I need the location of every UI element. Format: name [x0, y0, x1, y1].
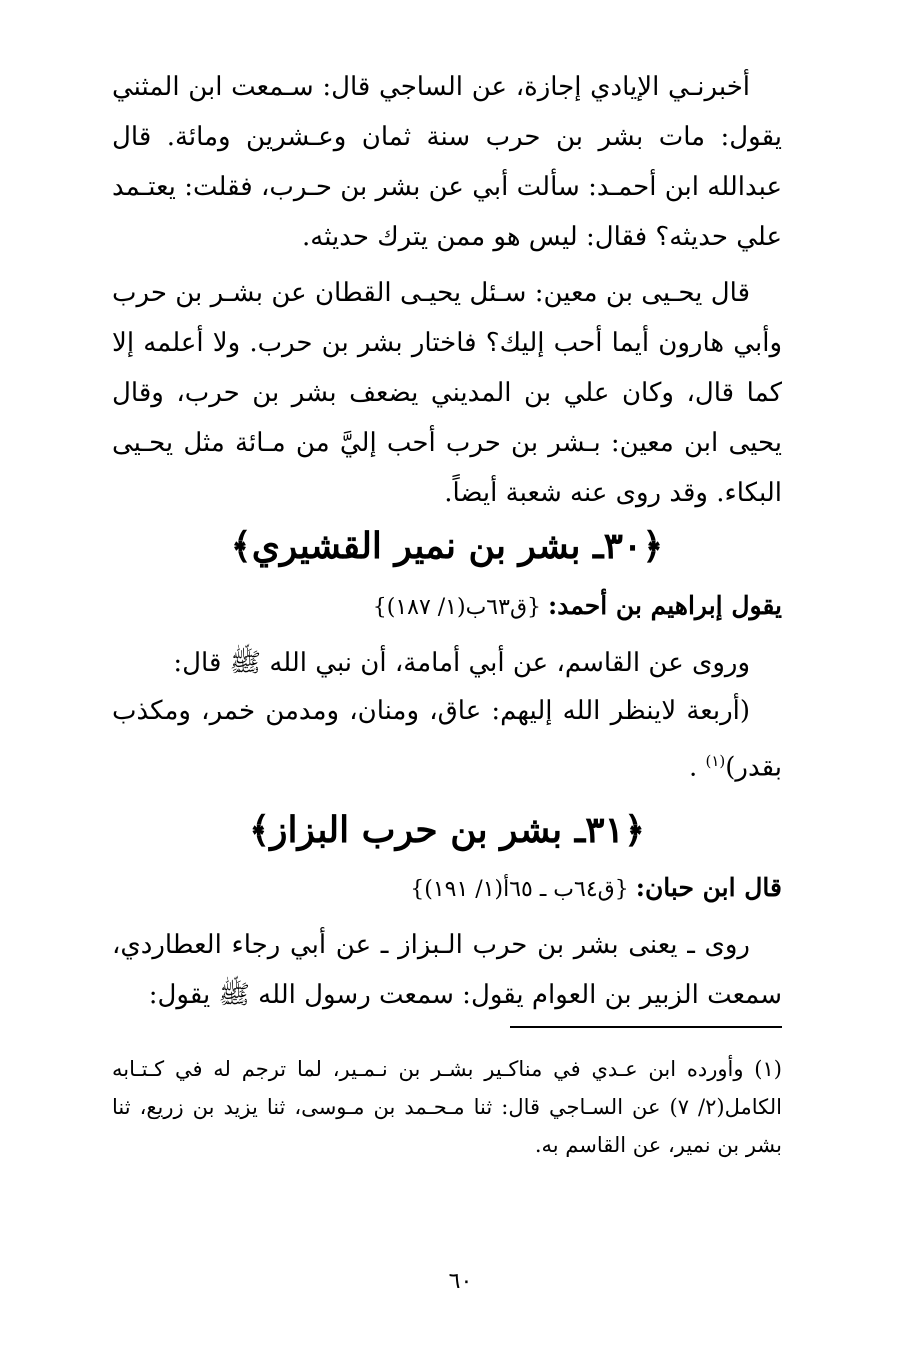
- entry-31-source-label: قال ابن حبان:: [635, 873, 782, 902]
- footnote-1: (١) وأورده ابن عـدي في مناكـير بشـر بن نـمـير، لما ترجم له في كـتـابه الكامل(٢/ ٧) عن السـاجي قال: ثنا مـحـمد بن مـوسى، ثنا يزيد بن زريع، ثنا بشر بن نمير، عن القاسم به.: [112, 1057, 782, 1157]
- entry-31-paragraph-a: روى ـ يعنى بشر بن حرب الـبزاز ـ عن أبي رجاء العطاردي، سمعت الزبير بن العوام يقول: سمعت رسول الله ﷺ يقول:: [112, 930, 782, 1010]
- entry-30-source-ref: {ق٦٣ب(١/ ١٨٧)}: [372, 595, 548, 620]
- entry-30-paragraph-b-text: (أربعة لاينظر الله إليهم: عاق، ومنان، ومدمن خمر، ومكذب بقدر): [112, 696, 782, 783]
- entry-30-paragraph-a: وروى عن القاسم، عن أبي أمامة، أن نبي الله ﷺ قال:: [173, 648, 750, 678]
- entry-31-source: [112, 868, 782, 910]
- entry-30-source: [112, 586, 782, 628]
- footnote-reference: (١): [705, 752, 726, 770]
- entry-30-source-label: يقول إبراهيم بن أحمد:: [548, 591, 782, 620]
- page-number: ٦٠: [448, 1269, 473, 1294]
- entry-30-heading: ﴿٣٠ـ بشر بن نمير القشيري﴾: [230, 525, 664, 567]
- body-paragraph-2: قال يحـيى بن معين: سـئل يحيـى القطان عن بشـر بن حرب وأبي هارون أيما أحب إليك؟ فاختار بشر بن حرب. ولا أعلمه إلا كما قال، وكان علي بن المديني يضعف بشر بن حرب، وقال يحيى ابن معين: بـشر بن حرب أحب إليَّ من مـائة مثل يحـيى البكاء. وقد روى عنه شعبة أيضاً.: [112, 278, 782, 508]
- body-paragraph-1: أخبرنـي الإيادي إجازة، عن الساجي قال: سـمعت ابن المثني يقول: مات بشر بن حرب سنة ثمان وعـشرين ومائة. قال عبدالله ابن أحمـد: سألت أبي عن بشر بن حـرب، فقلت: يعتـمد علي حديثه؟ فقال: ليس هو ممن يترك حديثه.: [112, 72, 782, 252]
- entry-31-heading: ﴿٣١ـ بشر بن حرب البزاز﴾: [248, 809, 646, 851]
- entry-31-source-ref: {ق٦٤ب ـ ٦٥أ(١/ ١٩١)}: [410, 877, 636, 902]
- footnote-divider: [510, 1026, 782, 1028]
- entry-30-paragraph-b: [112, 686, 782, 793]
- entry-30-paragraph-b-end: .: [688, 752, 706, 783]
